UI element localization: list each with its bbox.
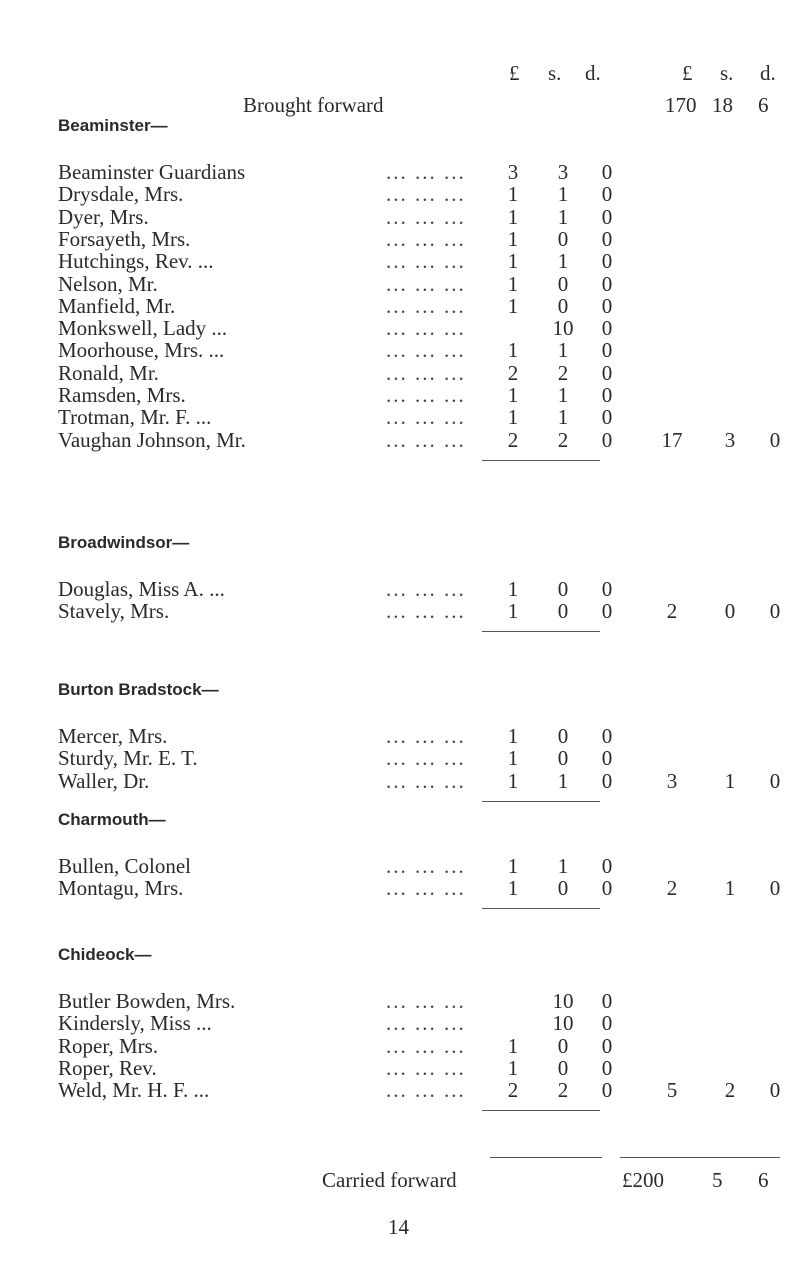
section-total-pounds: 2 xyxy=(666,876,678,900)
entry-pence: 0 xyxy=(601,361,613,385)
section-heading: Broadwindsor— xyxy=(58,533,190,552)
leader-dots: ... ... ... xyxy=(386,1056,466,1080)
entry-pence: 0 xyxy=(601,724,613,748)
entry-pence: 0 xyxy=(601,316,613,340)
entry-name: Beaminster Guardians xyxy=(58,160,246,184)
section-heading: Charmouth— xyxy=(58,810,166,829)
entry-name: Douglas, Miss A. ... xyxy=(58,577,225,601)
entry-shillings: 0 xyxy=(557,294,569,318)
entry-shillings: 1 xyxy=(557,249,569,273)
entry-shillings: 10 xyxy=(552,1011,574,1035)
heading-total-pence: d. xyxy=(760,61,776,85)
section-heading: Chideock— xyxy=(58,945,152,964)
entry-pounds: 1 xyxy=(507,383,519,407)
entry-name: Mercer, Mrs. xyxy=(58,724,168,748)
entry-shillings: 10 xyxy=(552,989,574,1013)
section-heading: Burton Bradstock— xyxy=(58,680,219,699)
entry-pence: 0 xyxy=(601,769,613,793)
entry-name: Dyer, Mrs. xyxy=(58,205,149,229)
entry-pence: 0 xyxy=(601,182,613,206)
entry-pence: 0 xyxy=(601,876,613,900)
subtotal-rule xyxy=(482,631,600,632)
entry-pence: 0 xyxy=(601,294,613,318)
section-total-shillings: 0 xyxy=(724,599,736,623)
leader-dots: ... ... ... xyxy=(386,249,466,273)
entry-pence: 0 xyxy=(601,599,613,623)
section-total-pounds: 5 xyxy=(666,1078,678,1102)
entry-pence: 0 xyxy=(601,854,613,878)
entry-name: Forsayeth, Mrs. xyxy=(58,227,191,251)
entry-pounds: 1 xyxy=(507,405,519,429)
entry-shillings: 2 xyxy=(557,361,569,385)
entry-pounds: 1 xyxy=(507,205,519,229)
entry-pounds: 1 xyxy=(507,769,519,793)
entry-shillings: 10 xyxy=(552,316,574,340)
leader-dots: ... ... ... xyxy=(386,1011,466,1035)
heading-total-pounds: £ xyxy=(682,61,693,85)
entry-name: Trotman, Mr. F. ... xyxy=(58,405,212,429)
entry-pence: 0 xyxy=(601,1078,613,1102)
entry-name: Ronald, Mr. xyxy=(58,361,159,385)
leader-dots: ... ... ... xyxy=(386,182,466,206)
entry-name: Kindersly, Miss ... xyxy=(58,1011,212,1035)
entry-name: Moorhouse, Mrs. ... xyxy=(58,338,225,362)
section-total-pence: 0 xyxy=(769,428,781,452)
section-total-shillings: 3 xyxy=(724,428,736,452)
entry-name: Waller, Dr. xyxy=(58,769,150,793)
leader-dots: ... ... ... xyxy=(386,361,466,385)
entry-name: Ramsden, Mrs. xyxy=(58,383,186,407)
entry-name: Hutchings, Rev. ... xyxy=(58,249,214,273)
leader-dots: ... ... ... xyxy=(386,854,466,878)
leader-dots: ... ... ... xyxy=(386,876,466,900)
entry-name: Manfield, Mr. xyxy=(58,294,176,318)
entry-name: Weld, Mr. H. F. ... xyxy=(58,1078,210,1102)
entry-name: Montagu, Mrs. xyxy=(58,876,184,900)
carried-rule-right xyxy=(620,1157,780,1158)
brought-forward-shillings: 18 xyxy=(712,93,733,117)
leader-dots: ... ... ... xyxy=(386,1034,466,1058)
entry-pounds: 2 xyxy=(507,361,519,385)
leader-dots: ... ... ... xyxy=(386,316,466,340)
entry-pence: 0 xyxy=(601,577,613,601)
entry-pounds: 1 xyxy=(507,724,519,748)
entry-pence: 0 xyxy=(601,989,613,1013)
leader-dots: ... ... ... xyxy=(386,405,466,429)
entry-shillings: 0 xyxy=(557,1056,569,1080)
entry-shillings: 1 xyxy=(557,383,569,407)
brought-forward-pence: 6 xyxy=(758,93,769,117)
entry-pounds: 1 xyxy=(507,227,519,251)
entry-shillings: 1 xyxy=(557,338,569,362)
carried-forward-pounds: £200 xyxy=(622,1168,664,1192)
entry-shillings: 0 xyxy=(557,1034,569,1058)
brought-forward-pounds: 170 xyxy=(665,93,697,117)
section-total-pence: 0 xyxy=(769,769,781,793)
entry-name: Butler Bowden, Mrs. xyxy=(58,989,236,1013)
entry-shillings: 2 xyxy=(557,1078,569,1102)
heading-total-shillings: s. xyxy=(720,61,734,85)
entry-name: Roper, Mrs. xyxy=(58,1034,159,1058)
entry-pence: 0 xyxy=(601,338,613,362)
entry-pounds: 1 xyxy=(507,1056,519,1080)
subtotal-rule xyxy=(482,908,600,909)
entry-pence: 0 xyxy=(601,1056,613,1080)
leader-dots: ... ... ... xyxy=(386,227,466,251)
entry-pence: 0 xyxy=(601,227,613,251)
leader-dots: ... ... ... xyxy=(386,383,466,407)
entry-pounds: 1 xyxy=(507,577,519,601)
entry-shillings: 1 xyxy=(557,769,569,793)
entry-shillings: 0 xyxy=(557,724,569,748)
entry-shillings: 1 xyxy=(557,854,569,878)
entry-shillings: 1 xyxy=(557,182,569,206)
carried-forward-label: Carried forward xyxy=(322,1168,457,1192)
entry-shillings: 1 xyxy=(557,405,569,429)
leader-dots: ... ... ... xyxy=(386,160,466,184)
entry-shillings: 0 xyxy=(557,876,569,900)
entry-pence: 0 xyxy=(601,428,613,452)
entry-pence: 0 xyxy=(601,1034,613,1058)
leader-dots: ... ... ... xyxy=(386,294,466,318)
carried-rule-left xyxy=(490,1157,602,1158)
section-total-shillings: 1 xyxy=(724,876,736,900)
heading-pounds: £ xyxy=(509,61,520,85)
leader-dots: ... ... ... xyxy=(386,272,466,296)
entry-pounds: 3 xyxy=(507,160,519,184)
entry-pounds: 1 xyxy=(507,272,519,296)
entry-pence: 0 xyxy=(601,405,613,429)
entry-pence: 0 xyxy=(601,383,613,407)
entry-shillings: 0 xyxy=(557,599,569,623)
entry-pence: 0 xyxy=(601,205,613,229)
section-total-pounds: 17 xyxy=(661,428,683,452)
entry-pounds: 1 xyxy=(507,854,519,878)
entry-pounds: 1 xyxy=(507,876,519,900)
entry-name: Stavely, Mrs. xyxy=(58,599,170,623)
carried-forward-shillings: 5 xyxy=(712,1168,723,1192)
leader-dots: ... ... ... xyxy=(386,746,466,770)
subtotal-rule xyxy=(482,1110,600,1111)
leader-dots: ... ... ... xyxy=(386,599,466,623)
subtotal-rule xyxy=(482,460,600,461)
entry-shillings: 0 xyxy=(557,227,569,251)
leader-dots: ... ... ... xyxy=(386,205,466,229)
entry-pence: 0 xyxy=(601,160,613,184)
entry-pounds: 1 xyxy=(507,599,519,623)
entry-pence: 0 xyxy=(601,249,613,273)
entry-name: Vaughan Johnson, Mr. xyxy=(58,428,246,452)
section-total-shillings: 2 xyxy=(724,1078,736,1102)
entry-pence: 0 xyxy=(601,272,613,296)
entry-pounds: 1 xyxy=(507,746,519,770)
entry-shillings: 0 xyxy=(557,272,569,296)
heading-pence: d. xyxy=(585,61,601,85)
entry-name: Sturdy, Mr. E. T. xyxy=(58,746,198,770)
section-heading: Beaminster— xyxy=(58,116,168,135)
section-total-pence: 0 xyxy=(769,599,781,623)
entry-pounds: 2 xyxy=(507,1078,519,1102)
brought-forward-label: Brought forward xyxy=(243,93,384,117)
subtotal-rule xyxy=(482,801,600,802)
section-total-pounds: 3 xyxy=(666,769,678,793)
leader-dots: ... ... ... xyxy=(386,428,466,452)
section-total-shillings: 1 xyxy=(724,769,736,793)
entry-shillings: 2 xyxy=(557,428,569,452)
entry-shillings: 0 xyxy=(557,577,569,601)
heading-shillings: s. xyxy=(548,61,562,85)
leader-dots: ... ... ... xyxy=(386,338,466,362)
entry-name: Monkswell, Lady ... xyxy=(58,316,228,340)
page-number: 14 xyxy=(388,1215,409,1239)
entry-pounds: 2 xyxy=(507,428,519,452)
carried-forward-pence: 6 xyxy=(758,1168,769,1192)
section-total-pence: 0 xyxy=(769,876,781,900)
section-total-pence: 0 xyxy=(769,1078,781,1102)
entry-pounds: 1 xyxy=(507,1034,519,1058)
leader-dots: ... ... ... xyxy=(386,724,466,748)
entry-pounds: 1 xyxy=(507,294,519,318)
entry-pence: 0 xyxy=(601,1011,613,1035)
entry-name: Roper, Rev. xyxy=(58,1056,157,1080)
entry-name: Drysdale, Mrs. xyxy=(58,182,184,206)
leader-dots: ... ... ... xyxy=(386,1078,466,1102)
entry-pounds: 1 xyxy=(507,338,519,362)
section-total-pounds: 2 xyxy=(666,599,678,623)
leader-dots: ... ... ... xyxy=(386,989,466,1013)
entry-name: Bullen, Colonel xyxy=(58,854,191,878)
entry-shillings: 3 xyxy=(557,160,569,184)
entry-shillings: 1 xyxy=(557,205,569,229)
entry-shillings: 0 xyxy=(557,746,569,770)
entry-pounds: 1 xyxy=(507,249,519,273)
entry-pounds: 1 xyxy=(507,182,519,206)
entry-name: Nelson, Mr. xyxy=(58,272,158,296)
entry-pence: 0 xyxy=(601,746,613,770)
leader-dots: ... ... ... xyxy=(386,769,466,793)
leader-dots: ... ... ... xyxy=(386,577,466,601)
